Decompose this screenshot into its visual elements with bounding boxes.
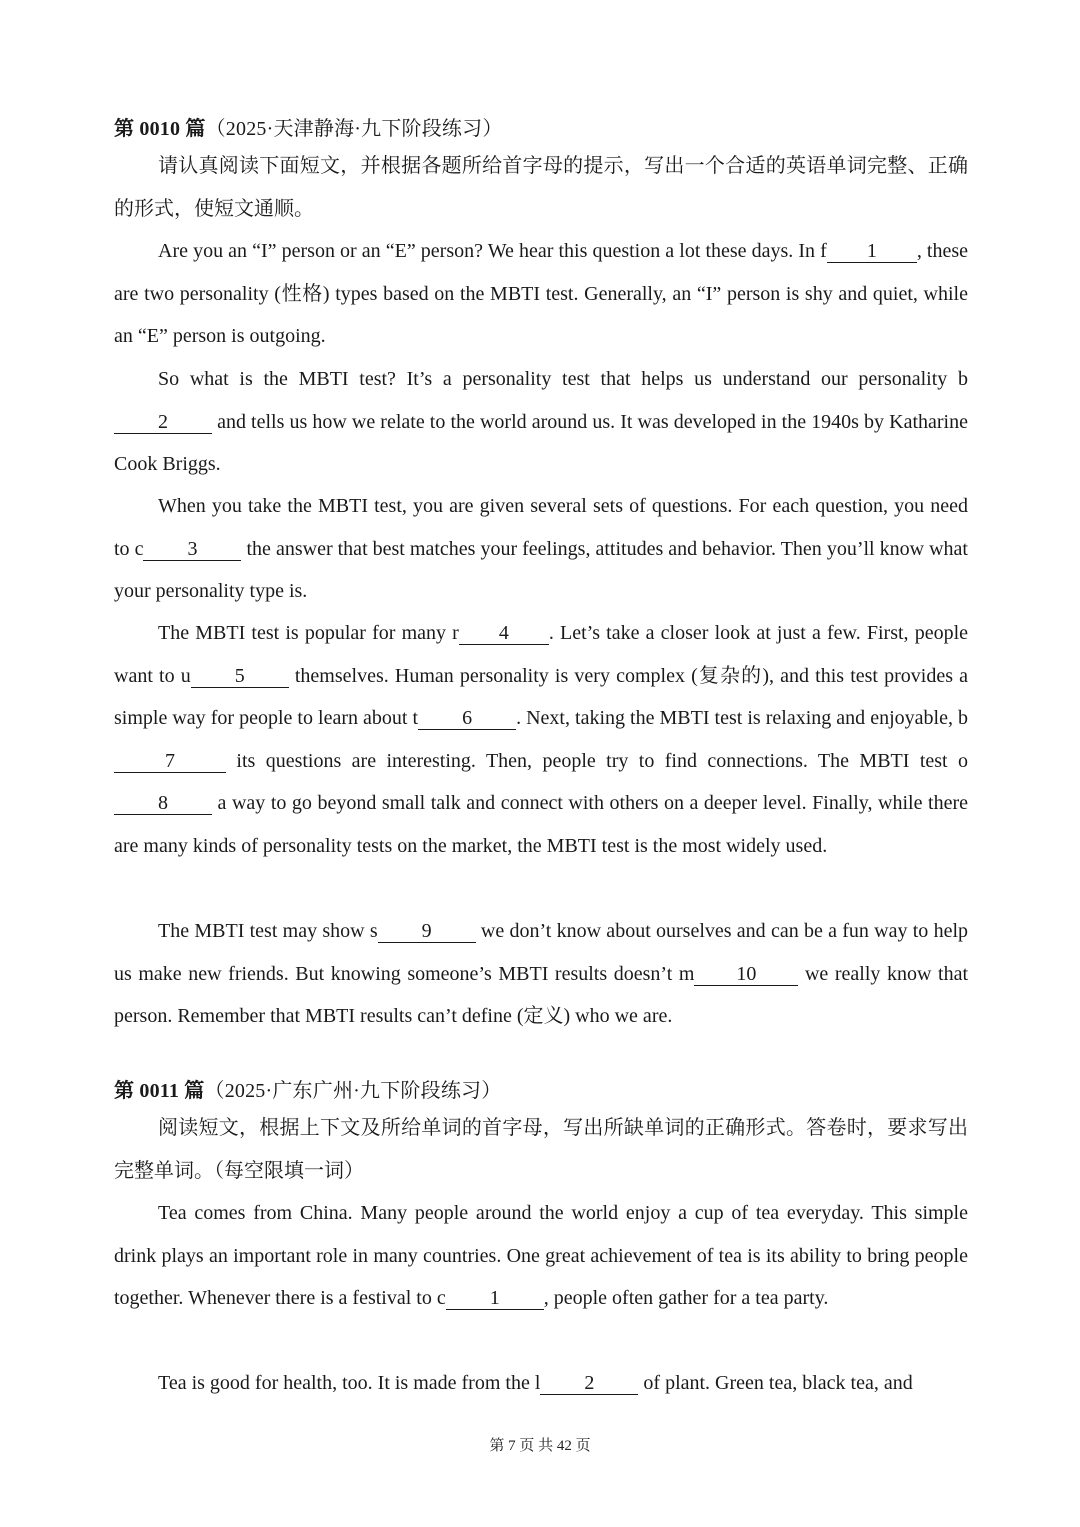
answer-blank[interactable]: 8	[114, 792, 212, 815]
instruction-text: 阅读短文，根据上下文及所给单词的首字母，写出所缺单词的正确形式。答卷时，要求写出完整单词。（每空限填一词）	[114, 1117, 968, 1182]
paragraph: The MBTI test may show s 9 we don’t know about ourselves and can be a fun way to help us make new friends. But knowing someone’s MBTI results doesn’t m 10 we really know that person. Remember that MBTI results can’t define (定义) who we are.	[114, 920, 969, 1028]
passage-title	[114, 112, 503, 141]
paragraph: When you take the MBTI test, you are given several sets of questions. For each question, you need to c 3 the answer that best matches your feelings, attitudes and behavior. Then you’ll know what your personality type is.	[114, 495, 968, 603]
passage-title	[114, 1074, 501, 1103]
passage-source: （2025·广东广州·九下阶段练习）	[204, 1080, 502, 1102]
paragraph: So what is the MBTI test? It’s a personality test that helps us understand our personality b2 and tells us how we relate to the world around us. It was developed in the 1940s by Katharine Cook Briggs.	[114, 368, 968, 476]
answer-blank[interactable]: 2	[114, 411, 212, 434]
answer-blank[interactable]: 4	[459, 622, 549, 645]
answer-blank[interactable]: 1	[827, 240, 917, 263]
answer-blank[interactable]: 2	[540, 1372, 638, 1395]
passage-number: 第 0011 篇	[114, 1080, 205, 1102]
answer-blank[interactable]: 10	[694, 963, 798, 986]
answer-blank[interactable]: 9	[378, 920, 476, 943]
paragraph: Tea is good for health, too. It is made from the l 2 of plant. Green tea, black tea, and	[158, 1372, 913, 1394]
instruction-text: 请认真阅读下面短文，并根据各题所给首字母的提示，写出一个合适的英语单词完整、正确的形式，使短文通顺。	[114, 155, 968, 220]
answer-blank[interactable]: 6	[418, 707, 516, 730]
paragraph: Tea comes from China. Many people around the world enjoy a cup of tea everyday. This simple drink plays an important role in many countries. One great achievement of tea is its ability to bring people together. Whenever there is a festival to c 1 , people often gather for a tea party.	[114, 1202, 968, 1310]
page-footer: 第 7 页 共 42 页	[489, 1438, 591, 1454]
answer-blank[interactable]: 3	[143, 538, 241, 561]
passage-number: 第 0010 篇	[114, 118, 206, 140]
answer-blank[interactable]: 5	[191, 665, 289, 688]
answer-blank[interactable]: 7	[114, 750, 226, 773]
paragraph: The MBTI test is popular for many r 4 . Let’s take a closer look at just a few. First, people want to u 5 themselves. Human personality is very complex (复杂的), and this test provides a simple way for people to learn about t 6 . Next, taking the MBTI test is relaxing and enjoyable, b7 its questions are interesting. Then, people try to find connections. The MBTI test o8 a way to go beyond small talk and connect with others on a deeper level. Finally, while there are many kinds of personality tests on the market, the MBTI test is the most widely used.	[114, 622, 969, 857]
paragraph: Are you an “I” person or an “E” person? We hear this question a lot these days. In f 1 , these are two personality (性格) types based on the MBTI test. Generally, an “I” person is shy and quiet, while an “E” person is outgoing.	[114, 240, 968, 348]
answer-blank[interactable]: 1	[446, 1287, 544, 1310]
passage-source: （2025·天津静海·九下阶段练习）	[205, 118, 503, 140]
